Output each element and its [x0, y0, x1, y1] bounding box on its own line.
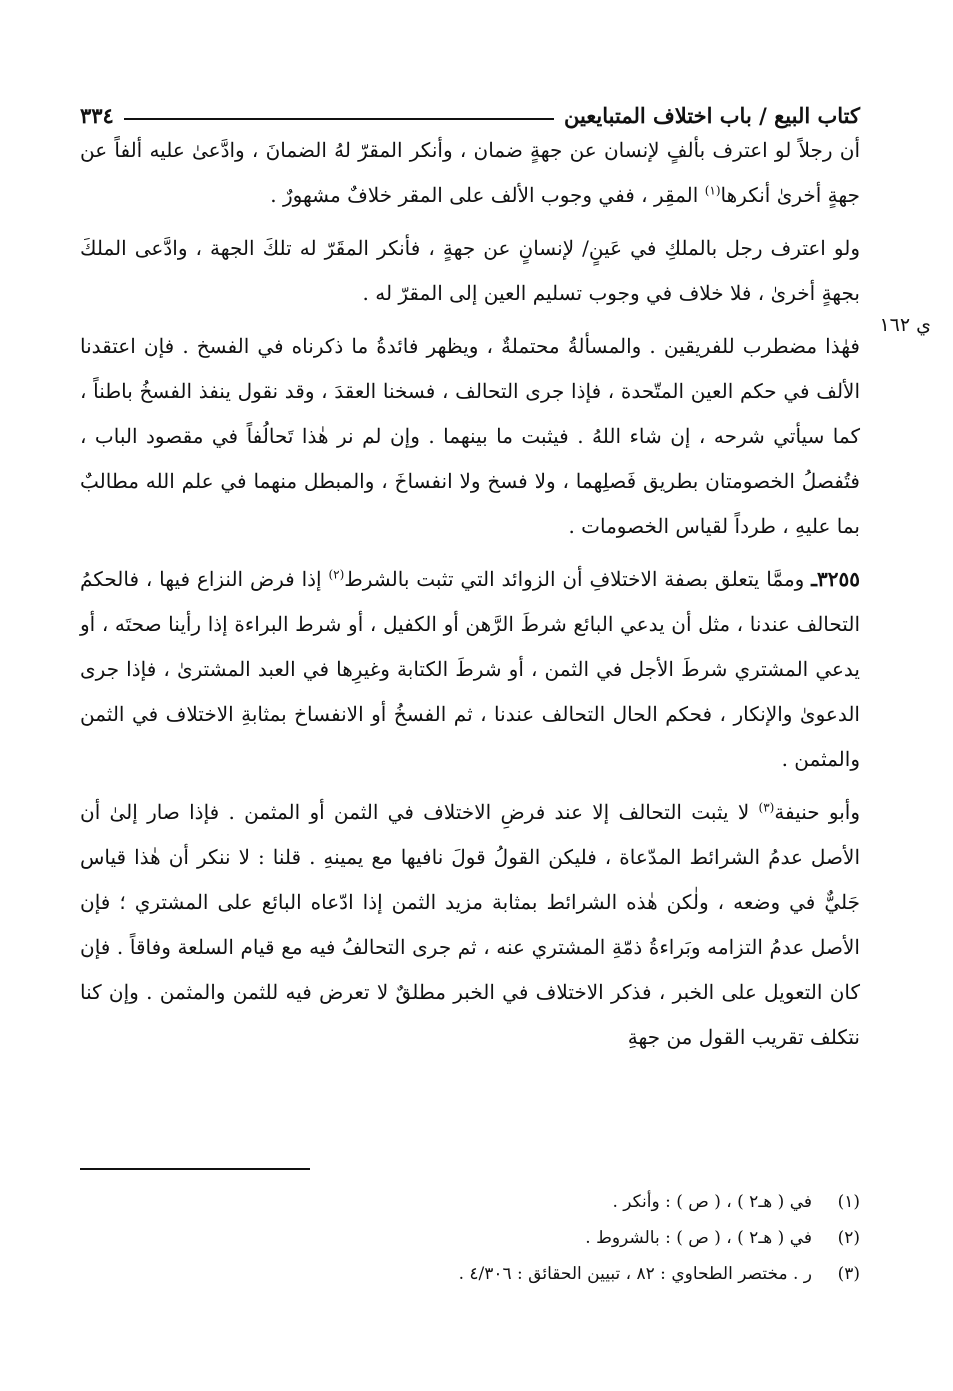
footnote-text: ر . مختصر الطحاوي : ٨٢ ، تبيين الحقائق : ٤/٣٠٦ .: [458, 1264, 812, 1284]
paragraph-4-text-b: إذا فرض النزاع فيها ، فالحكمُ التحالف عندنا ، مثل أن يدعي البائع شرطَ الرَّهن أو الكفيل ، أو شرط البراءة إذا رأينا صحتَه ، أو يدعي المشتري شرطَ الأجل في الثمن ، أو شرطَ الكتابة وغيرِها في العبد المشترىٰ ، فإذا جرى الدعوىٰ والإنكار ، فحكم الحال التحالف عندنا ، ثم الفسخُ أو الانفساخ بمثابةِ الاختلاف في الثمن والمثمن .: [80, 567, 860, 771]
book-page: [80, 88, 860, 1068]
margin-page-reference: ي ١٦٢: [879, 314, 931, 336]
footnote-3: [80, 1256, 860, 1292]
paragraph-4: [80, 557, 860, 782]
paragraph-2-text: ولو اعترف رجل بالملكِ في عَينٍ/ لإنسانٍ عن جهةٍ ، فأنكر المقَرّ له تلكَ الجهة ، وادَّعى الملكَ بجهةٍ أخرىٰ ، فلا خلاف في وجوب تسليم العين إلى المقرّ له .: [80, 236, 860, 305]
footnote-mark: (١): [837, 1192, 860, 1212]
paragraph-1: [80, 128, 860, 218]
footnote-separator: [80, 1168, 310, 1170]
paragraph-4-text-a: وممَّا يتعلق بصفة الاختلافِ أن الزوائد التي تثبت بالشرط: [344, 567, 812, 591]
footnote-ref-2[interactable]: (٢): [328, 567, 345, 582]
running-title: كتاب البيع / باب اختلاف المتبايعين: [563, 103, 860, 128]
paragraph-5-text-a: وأبو حنيفة: [774, 800, 860, 824]
running-header: [80, 88, 860, 128]
footnote-1: [80, 1184, 860, 1220]
section-number: ٣٢٥٥ـ: [811, 567, 860, 591]
paragraph-5: [80, 790, 860, 1060]
footnotes: [80, 1184, 860, 1292]
paragraph-5-text-b: لا يثبت التحالف إلا عند فرضِ الاختلاف في الثمن أو المثمن . فإذا صار إلىٰ أن الأصل عدمُ الشرائط المدّعاة ، فليكن القولُ قولَ نافيها مع يمينهِ . قلنا : لا ننكر أن هٰذا قياس جَليٌّ في وضعه ، ولٰكن هٰذه الشرائط بمثابة مزيد الثمن إذا ادّعاه البائع على المشتري ؛ فإن الأصل عدمُ التزامه وبَراءةُ ذمّةِ المشتري عنه ، ثم جرى التحالفُ فيه مع قيام السلعة وفاقاً . فإن كان التعويل على الخبر ، فذكر الاختلاف في الخبر مطلقٌ لا تعرض فيه للثمن والمثمن . وإن كنا نتكلف تقريب القول من جهةِ: [80, 800, 860, 1049]
footnote-ref-1[interactable]: (١): [704, 183, 721, 198]
footnote-text: في ( هـ٢ ) ، ( ص ) : بالشروط .: [585, 1228, 812, 1248]
header-rule: [124, 118, 554, 120]
footnote-mark: (٢): [837, 1228, 860, 1248]
footnote-text: في ( هـ٢ ) ، ( ص ) : وأنكر .: [612, 1192, 812, 1212]
paragraph-3-text: فهٰذا مضطرب للفريقين . والمسألةُ محتملةٌ ، ويظهر فائدةُ ما ذكرناه في الفسخ . فإن اعتقدنا الألف في حكم العين المتّحدة ، فإذا جرى التحالف ، فسخنا العقدَ ، وقد نقول ينفذ الفسخُ باطناً ، كما سيأتي شرحه ، إن شاء اللهُ . فيثبت ما بينهما . وإن لم نر هٰذا تَحالُفاً في مقصود الباب ، فتُفصلُ الخصومتان بطريق فَصلِهما ، ولا فسخ ولا انفساخَ ، والمبطل منهما في علم الله مطالبٌ بما عليهِ ، طرداً لقياس الخصومات .: [80, 334, 860, 538]
page-number: ٣٣٤: [80, 103, 114, 128]
paragraph-1-text-b: المقِر ، ففي وجوب الألف على المقر خلافٌ مشهورٌ .: [270, 183, 705, 207]
footnote-ref-3[interactable]: (٣): [758, 800, 775, 815]
footnote-mark: (٣): [837, 1264, 860, 1284]
paragraph-1-text-a: أن رجلاً لو اعترف بألفٍ لإنسان عن جهةٍ ضمان ، وأنكر المقرّ لهُ الضمانَ ، وادَّعىٰ عليه ألفاً عن جهةٍ أخرىٰ أنكرها: [80, 138, 860, 207]
paragraph-2: [80, 226, 860, 316]
footnote-2: [80, 1220, 860, 1256]
paragraph-3: [80, 324, 860, 549]
